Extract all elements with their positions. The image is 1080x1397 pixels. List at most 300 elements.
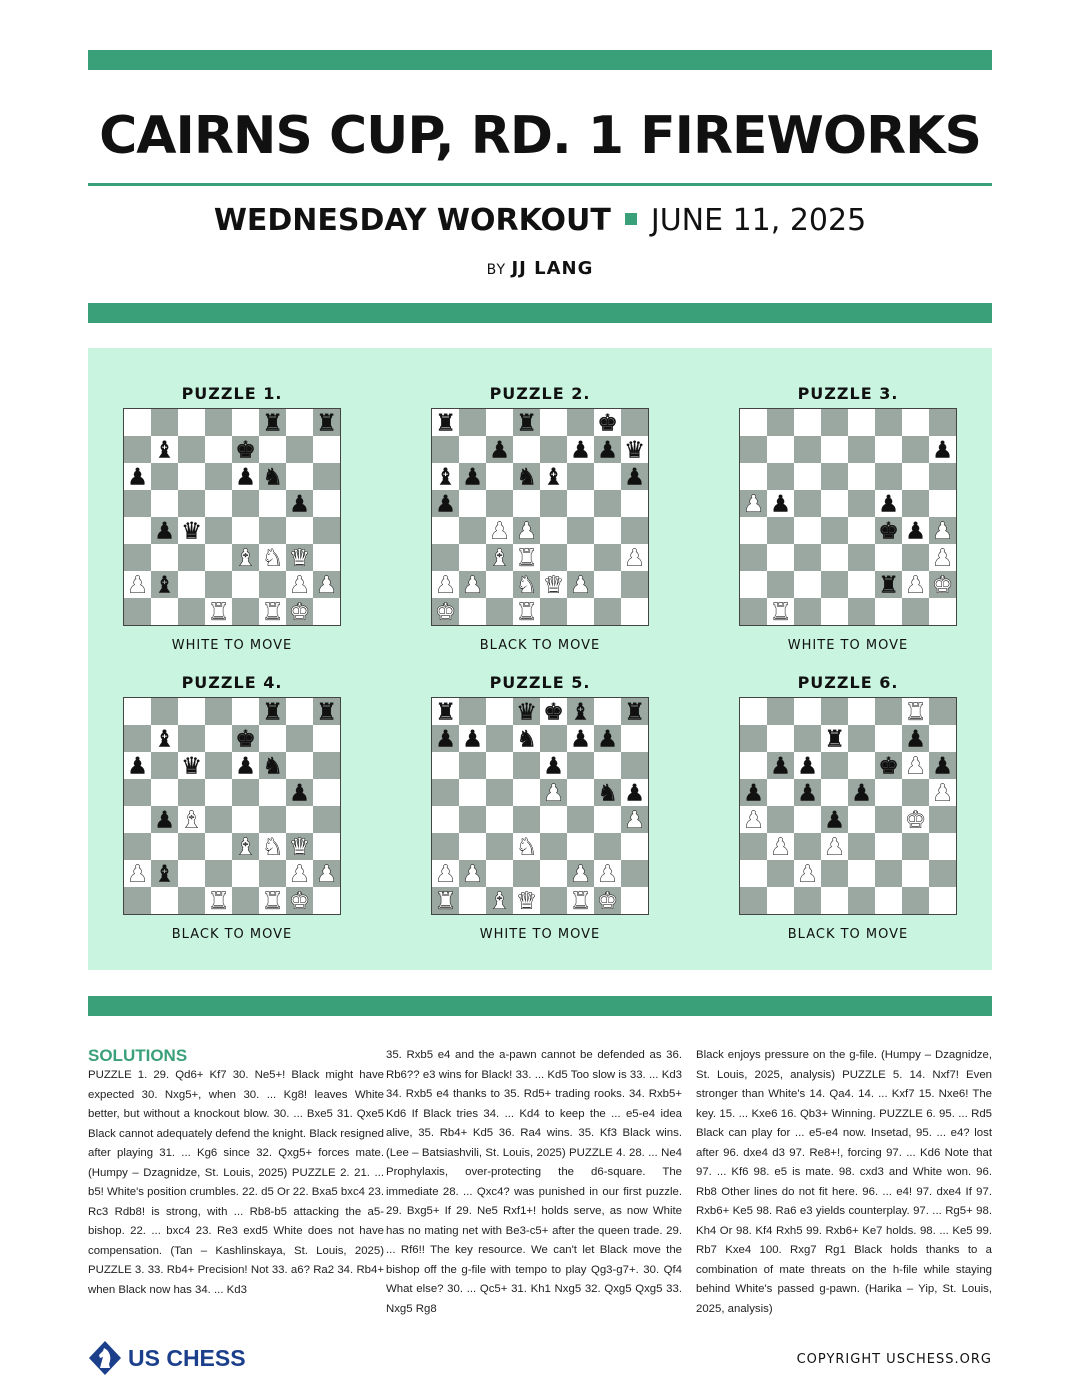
board-square [432, 806, 459, 833]
title-rule [88, 183, 992, 186]
board-square [848, 860, 875, 887]
black-pawn-icon: ♟ [597, 726, 618, 753]
board-square [621, 887, 648, 914]
board-square [486, 571, 513, 598]
side-to-move: BLACK TO MOVE [479, 638, 601, 653]
board-square [621, 490, 648, 517]
board-square [567, 409, 594, 436]
white-king-icon: ♚ [932, 572, 953, 599]
board-square [848, 571, 875, 598]
board-square [124, 490, 151, 517]
board-square [259, 725, 286, 752]
board-square [594, 544, 621, 571]
chess-board [739, 408, 957, 626]
board-square [124, 409, 151, 436]
black-bishop-icon: ♝ [154, 572, 175, 599]
white-bishop-icon: ♝ [489, 545, 510, 572]
board-square [313, 544, 340, 571]
board-square [567, 806, 594, 833]
black-bishop-icon: ♝ [154, 861, 175, 888]
white-king-icon: ♚ [905, 807, 926, 834]
board-square [875, 598, 902, 625]
board-square [232, 490, 259, 517]
board-square [151, 409, 178, 436]
board-square [767, 571, 794, 598]
board-square [313, 436, 340, 463]
white-pawn-icon: ♟ [597, 861, 618, 888]
board-square [794, 698, 821, 725]
board-square [767, 544, 794, 571]
board-square [205, 571, 232, 598]
black-pawn-icon: ♟ [932, 753, 953, 780]
board-square [929, 833, 956, 860]
board-square [875, 725, 902, 752]
board-square [259, 517, 286, 544]
white-rook-icon: ♜ [262, 599, 283, 625]
board-square [567, 490, 594, 517]
board-square [821, 571, 848, 598]
us-chess-logo[interactable] [88, 1340, 246, 1376]
board-square [821, 698, 848, 725]
black-bishop-icon: ♝ [543, 464, 564, 491]
board-square [540, 806, 567, 833]
white-pawn-icon: ♟ [624, 807, 645, 834]
board-square [767, 725, 794, 752]
board-square [540, 598, 567, 625]
black-pawn-icon: ♟ [932, 437, 953, 464]
header-bottom-bar [88, 303, 992, 323]
white-pawn-icon: ♟ [932, 545, 953, 572]
board-square [567, 779, 594, 806]
board-square [821, 779, 848, 806]
board-square [178, 887, 205, 914]
black-rook-icon: ♜ [316, 699, 337, 726]
board-square [513, 490, 540, 517]
chess-board [431, 408, 649, 626]
solutions-column-3 [696, 1046, 992, 1319]
board-square [124, 806, 151, 833]
board-square [794, 598, 821, 625]
board-square [513, 779, 540, 806]
solutions-top-bar [88, 996, 992, 1016]
white-bishop-icon: ♝ [489, 888, 510, 914]
black-king-icon: ♚ [597, 410, 618, 437]
top-accent-bar [88, 50, 992, 70]
board-square [902, 833, 929, 860]
white-pawn-icon: ♟ [316, 572, 337, 599]
board-square [902, 779, 929, 806]
board-square [432, 833, 459, 860]
board-square [459, 409, 486, 436]
board-square [621, 517, 648, 544]
board-square [929, 598, 956, 625]
board-square [232, 860, 259, 887]
solutions-text-1: PUZZLE 1. 29. Qd6+ Kf7 30. Ne5+! Black might have expected 30. Nxg5+, when 30. ... Kg8! leaves White better, but without a knockout blow. 30. ... Bxe5 31. Qxe5 Black cannot adequately defend the knight. Black resigned after playing 31. ... Kg6 since 32. Qxg5+ forces mate. (Humpy – Dzagnidze, St. Louis, 2025) PUZZLE 2. 21. ... b5! White's position crumbles. 22. d5 Or 22. Bxa5 bxc4 23. Rc3 Rdb8! is strong, with ... Rb8-b5 attacking the a5-bishop. 22. ... bxc4 23. Re3 exd5 White does not have compensation. (Tan – Kashlinskaya, St. Louis, 2025) PUZZLE 3. 33. Rb4+ Precision! Not 33. a6? Ra2 34. Rb4+ when Black now has 34. ... Kd3 [88, 1069, 384, 1296]
board-square [621, 860, 648, 887]
white-queen-icon: ♛ [516, 888, 537, 914]
black-queen-icon: ♛ [181, 753, 202, 780]
board-square [178, 544, 205, 571]
board-square [567, 517, 594, 544]
board-square [767, 887, 794, 914]
board-square [513, 752, 540, 779]
black-pawn-icon: ♟ [127, 753, 148, 780]
board-square [540, 725, 567, 752]
board-square [151, 598, 178, 625]
board-square [486, 752, 513, 779]
board-square [205, 490, 232, 517]
white-rook-icon: ♜ [208, 888, 229, 914]
puzzle-title: PUZZLE 1. [181, 384, 283, 403]
black-rook-icon: ♜ [824, 726, 845, 753]
board-square [124, 598, 151, 625]
board-square [875, 698, 902, 725]
board-square [767, 860, 794, 887]
board-square [567, 833, 594, 860]
board-square [432, 544, 459, 571]
board-square [259, 571, 286, 598]
board-square [848, 752, 875, 779]
black-knight-icon: ♞ [516, 464, 537, 491]
white-pawn-icon: ♟ [543, 780, 564, 807]
white-pawn-icon: ♟ [797, 861, 818, 888]
board-square [821, 517, 848, 544]
black-pawn-icon: ♟ [289, 780, 310, 807]
white-pawn-icon: ♟ [516, 518, 537, 545]
black-pawn-icon: ♟ [597, 437, 618, 464]
white-king-icon: ♚ [597, 888, 618, 914]
board-square [540, 409, 567, 436]
board-square [875, 463, 902, 490]
board-square [459, 544, 486, 571]
board-square [205, 544, 232, 571]
board-square [259, 490, 286, 517]
board-square [459, 490, 486, 517]
board-square [902, 544, 929, 571]
board-square [875, 409, 902, 436]
page-title: CAIRNS CUP, RD. 1 FIREWORKS [99, 106, 981, 166]
side-to-move: WHITE TO MOVE [171, 638, 293, 653]
board-square [621, 725, 648, 752]
board-square [313, 490, 340, 517]
board-square [124, 833, 151, 860]
board-square [124, 544, 151, 571]
board-square [124, 887, 151, 914]
board-square [540, 544, 567, 571]
puzzle-title: PUZZLE 2. [489, 384, 591, 403]
board-square [205, 463, 232, 490]
white-pawn-icon: ♟ [905, 572, 926, 599]
puzzle-2 [420, 384, 660, 653]
board-square [486, 833, 513, 860]
puzzle-6 [728, 673, 968, 942]
board-square [151, 833, 178, 860]
board-square [232, 806, 259, 833]
board-square [124, 779, 151, 806]
board-square [124, 698, 151, 725]
white-pawn-icon: ♟ [932, 780, 953, 807]
board-square [567, 598, 594, 625]
puzzle-3 [728, 384, 968, 653]
board-square [313, 833, 340, 860]
board-square [767, 463, 794, 490]
board-square [740, 860, 767, 887]
board-square [929, 725, 956, 752]
chess-board [123, 697, 341, 915]
white-rook-icon: ♜ [435, 888, 456, 914]
board-square [875, 544, 902, 571]
black-rook-icon: ♜ [262, 699, 283, 726]
chess-board [123, 408, 341, 626]
board-square [432, 779, 459, 806]
board-square [794, 833, 821, 860]
puzzle-5 [420, 673, 660, 942]
white-pawn-icon: ♟ [289, 572, 310, 599]
board-square [151, 463, 178, 490]
white-bishop-icon: ♝ [235, 834, 256, 861]
board-square [178, 860, 205, 887]
board-square [151, 490, 178, 517]
by-label: BY [486, 262, 507, 278]
black-pawn-icon: ♟ [154, 807, 175, 834]
black-pawn-icon: ♟ [905, 518, 926, 545]
byline [88, 258, 992, 279]
board-square [594, 806, 621, 833]
white-king-icon: ♚ [289, 599, 310, 625]
board-square [540, 860, 567, 887]
board-square [875, 833, 902, 860]
white-knight-icon: ♞ [262, 834, 283, 861]
white-rook-icon: ♜ [905, 699, 926, 726]
board-square [540, 436, 567, 463]
board-square [205, 409, 232, 436]
black-knight-icon: ♞ [597, 780, 618, 807]
board-square [124, 725, 151, 752]
board-square [594, 571, 621, 598]
board-square [313, 752, 340, 779]
black-pawn-icon: ♟ [624, 780, 645, 807]
black-pawn-icon: ♟ [235, 753, 256, 780]
board-square [740, 436, 767, 463]
board-square [875, 436, 902, 463]
board-square [313, 806, 340, 833]
board-square [875, 779, 902, 806]
white-pawn-icon: ♟ [435, 861, 456, 888]
board-square [848, 517, 875, 544]
board-square [151, 887, 178, 914]
board-square [621, 752, 648, 779]
board-square [124, 517, 151, 544]
board-square [821, 860, 848, 887]
board-square [205, 833, 232, 860]
white-queen-icon: ♛ [289, 834, 310, 861]
board-square [848, 806, 875, 833]
board-square [767, 779, 794, 806]
board-square [621, 833, 648, 860]
white-bishop-icon: ♝ [235, 545, 256, 572]
board-square [151, 698, 178, 725]
board-square [459, 806, 486, 833]
board-square [902, 463, 929, 490]
board-square [821, 436, 848, 463]
black-king-icon: ♚ [543, 699, 564, 726]
board-square [459, 517, 486, 544]
board-square [151, 779, 178, 806]
board-square [848, 463, 875, 490]
black-pawn-icon: ♟ [462, 464, 483, 491]
black-queen-icon: ♛ [624, 437, 645, 464]
board-square [178, 779, 205, 806]
board-square [740, 571, 767, 598]
board-square [740, 833, 767, 860]
black-knight-icon: ♞ [262, 464, 283, 491]
board-square [178, 463, 205, 490]
white-knight-icon: ♞ [516, 572, 537, 599]
board-square [848, 544, 875, 571]
black-pawn-icon: ♟ [462, 726, 483, 753]
board-square [902, 409, 929, 436]
board-square [459, 436, 486, 463]
board-square [621, 598, 648, 625]
board-square [178, 833, 205, 860]
white-pawn-icon: ♟ [932, 518, 953, 545]
board-square [313, 598, 340, 625]
black-pawn-icon: ♟ [824, 807, 845, 834]
white-king-icon: ♚ [435, 599, 456, 625]
board-square [232, 517, 259, 544]
white-rook-icon: ♜ [208, 599, 229, 625]
board-square [929, 409, 956, 436]
board-square [929, 806, 956, 833]
board-square [794, 517, 821, 544]
board-square [286, 517, 313, 544]
puzzle-title: PUZZLE 3. [797, 384, 899, 403]
white-rook-icon: ♜ [262, 888, 283, 914]
board-square [621, 571, 648, 598]
black-rook-icon: ♜ [316, 410, 337, 437]
board-square [848, 436, 875, 463]
board-square [740, 752, 767, 779]
board-square [767, 436, 794, 463]
board-square [767, 698, 794, 725]
board-square [486, 409, 513, 436]
side-to-move: BLACK TO MOVE [787, 927, 909, 942]
board-square [848, 409, 875, 436]
black-rook-icon: ♜ [624, 699, 645, 726]
board-square [232, 598, 259, 625]
black-pawn-icon: ♟ [489, 437, 510, 464]
board-square [794, 544, 821, 571]
board-square [848, 833, 875, 860]
black-pawn-icon: ♟ [570, 726, 591, 753]
puzzle-title: PUZZLE 5. [489, 673, 591, 692]
black-bishop-icon: ♝ [154, 726, 175, 753]
black-queen-icon: ♛ [516, 699, 537, 726]
black-pawn-icon: ♟ [570, 437, 591, 464]
board-square [205, 860, 232, 887]
white-pawn-icon: ♟ [127, 572, 148, 599]
puzzles-panel [88, 348, 992, 970]
side-to-move: BLACK TO MOVE [171, 927, 293, 942]
black-king-icon: ♚ [878, 518, 899, 545]
board-square [794, 725, 821, 752]
board-square [486, 806, 513, 833]
white-pawn-icon: ♟ [489, 518, 510, 545]
side-to-move: WHITE TO MOVE [787, 638, 909, 653]
board-square [286, 436, 313, 463]
board-square [594, 490, 621, 517]
board-square [486, 463, 513, 490]
board-square [486, 725, 513, 752]
board-square [902, 436, 929, 463]
board-square [821, 752, 848, 779]
black-pawn-icon: ♟ [743, 780, 764, 807]
black-pawn-icon: ♟ [770, 753, 791, 780]
board-square [486, 779, 513, 806]
board-square [567, 463, 594, 490]
board-square [929, 698, 956, 725]
black-pawn-icon: ♟ [154, 518, 175, 545]
separator-square [625, 213, 637, 225]
board-square [432, 517, 459, 544]
board-square [794, 806, 821, 833]
board-square [848, 725, 875, 752]
board-square [848, 887, 875, 914]
board-square [821, 544, 848, 571]
white-knight-icon: ♞ [516, 834, 537, 861]
black-king-icon: ♚ [878, 753, 899, 780]
board-square [594, 833, 621, 860]
board-square [902, 887, 929, 914]
white-pawn-icon: ♟ [435, 572, 456, 599]
black-king-icon: ♚ [235, 437, 256, 464]
issue-date: JUNE 11, 2025 [650, 203, 867, 238]
board-square [740, 887, 767, 914]
board-square [459, 698, 486, 725]
board-square [594, 752, 621, 779]
board-square [740, 463, 767, 490]
black-pawn-icon: ♟ [878, 491, 899, 518]
board-square [794, 490, 821, 517]
white-pawn-icon: ♟ [316, 861, 337, 888]
knight-logo-icon [88, 1340, 122, 1376]
board-square [513, 806, 540, 833]
board-square [594, 517, 621, 544]
board-square [232, 409, 259, 436]
copyright: COPYRIGHT USCHESS.ORG [796, 1352, 992, 1367]
black-queen-icon: ♛ [181, 518, 202, 545]
board-square [794, 436, 821, 463]
board-square [821, 409, 848, 436]
logo-text: US CHESS [128, 1344, 246, 1371]
white-rook-icon: ♜ [770, 599, 791, 625]
side-to-move: WHITE TO MOVE [479, 927, 601, 942]
board-square [594, 463, 621, 490]
white-king-icon: ♚ [289, 888, 310, 914]
solutions-text-3: Black enjoys pressure on the g-file. (Humpy – Dzagnidze, St. Louis, 2025, analysis) PUZZLE 5. 14. Nxf7! Even stronger than White's 14. Qa4. 14. ... Kxf7 15. Nxe6! The key. 15. ... Kxe6 16. Qb3+ Winning. PUZZLE 6. 95. ... Rd5 Black can play for ... e5-e4 now. Insetad, 95. ... e4? lost after 96. dxe4 d3 97. Re8+!, forcing 97. ... Kd6 Note that 97. ... Kf6 98. e5 is mate. 98. cxd3 and White won. 96. Rb8 Other lines do not fit here. 96. ... e4! 97. dxe4 If 97. Rxb6+ Ke5 98. Ra6 e3 yields counterplay. 97. ... Rg5+ 98. Kh4 Or 98. Kf4 Rxh5 99. Rxb6+ Ke7 holds. 98. ... Ke5 99. Rb7 Kxe4 100. Rxg7 Rg1 Black holds thanks to a combination of mate threats on the h-file while staying behind White's passed g-pawn. (Harika – Yip, St. Louis, 2025, analysis) [696, 1049, 992, 1315]
white-pawn-icon: ♟ [127, 861, 148, 888]
board-square [875, 887, 902, 914]
board-square [875, 806, 902, 833]
chess-board [739, 697, 957, 915]
board-square [486, 698, 513, 725]
board-square [259, 779, 286, 806]
black-rook-icon: ♜ [516, 410, 537, 437]
board-square [286, 725, 313, 752]
board-square [205, 806, 232, 833]
board-square [178, 725, 205, 752]
board-square [459, 598, 486, 625]
